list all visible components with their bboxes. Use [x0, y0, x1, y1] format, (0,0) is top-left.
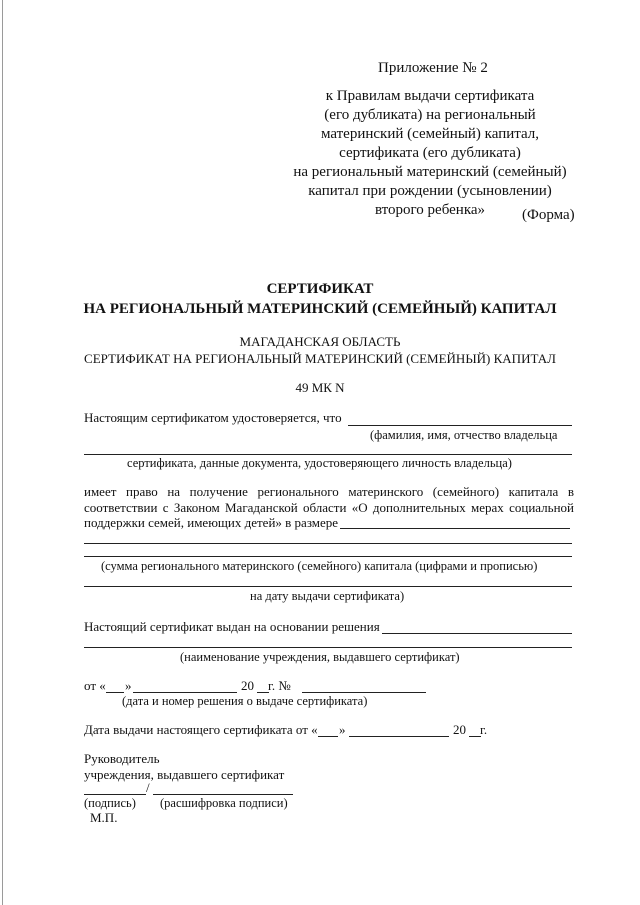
decision-year-prefix: 20 — [241, 678, 254, 693]
appendix-line: материнский (семейный) капитал, — [320, 126, 540, 142]
decoding-hint: (расшифровка подписи) — [160, 796, 288, 810]
institution-field[interactable] — [84, 647, 572, 648]
region-name: МАГАДАНСКАЯ ОБЛАСТЬ — [239, 334, 401, 349]
appendix-number: Приложение № 2 — [378, 60, 488, 76]
decision-date-quote: » — [125, 678, 132, 693]
owner-document-field[interactable] — [84, 454, 572, 455]
appendix-line: на региональный материнский (семейный) — [293, 164, 567, 180]
decision-day-field[interactable] — [106, 692, 124, 693]
right-paragraph: имеет право на получение регионального материнского (семейного) капитала в соответствии с Законом Магаданской области «О дополнительных мерах социальной поддержки семей, имеющих детей» в размере — [84, 484, 574, 530]
amount-field-line-1[interactable] — [84, 543, 572, 544]
amount-field-inline[interactable] — [340, 528, 570, 529]
issue-date-quote: » — [339, 722, 346, 737]
issue-date-label: Дата выдачи настоящего сертификата от « — [84, 722, 318, 737]
form-label: (Форма) — [522, 207, 575, 223]
amount-field-line-2[interactable] — [84, 556, 572, 557]
decision-number-field[interactable] — [302, 692, 426, 693]
amount-hint: (сумма регионального материнского (семейного) капитала (цифрами и прописью) — [101, 559, 538, 573]
certificate-title: СЕРТИФИКАТ — [266, 281, 374, 297]
certificate-series: 49 МК N — [295, 380, 345, 395]
date-hint: на дату выдачи сертификата) — [250, 589, 405, 603]
issue-month-field[interactable] — [349, 736, 449, 737]
head-institution: учреждения, выдавшего сертификат — [84, 767, 285, 782]
certificate-title-subline: НА РЕГИОНАЛЬНЫЙ МАТЕРИНСКИЙ (СЕМЕЙНЫЙ) КАПИТАЛ — [83, 301, 557, 317]
decision-number-label: г. № — [268, 678, 291, 693]
owner-name-field[interactable] — [348, 425, 572, 426]
amount-field-line-3[interactable] — [84, 586, 572, 587]
signature-field[interactable] — [84, 794, 146, 795]
issue-day-field[interactable] — [318, 736, 338, 737]
signature-slash: / — [146, 780, 150, 795]
issue-year-prefix: 20 — [453, 722, 466, 737]
issued-basis-text: Настоящий сертификат выдан на основании решения — [84, 619, 380, 634]
owner-hint: (фамилия, имя, отчество владельца — [370, 428, 558, 442]
appendix-line: капитал при рождении (усыновлении) — [308, 183, 552, 199]
institution-hint: (наименование учреждения, выдавшего сертификат) — [180, 650, 460, 664]
signature-hint: (подпись) — [84, 796, 136, 810]
appendix-line: к Правилам выдачи сертификата — [325, 88, 535, 104]
certificate-subtitle: СЕРТИФИКАТ НА РЕГИОНАЛЬНЫЙ МАТЕРИНСКИЙ (СЕМЕЙНЫЙ) КАПИТАЛ — [84, 351, 556, 366]
stamp-place: М.П. — [90, 810, 118, 825]
appendix-reference — [290, 87, 570, 220]
decision-month-field[interactable] — [133, 692, 237, 693]
decision-field[interactable] — [382, 633, 572, 634]
appendix-line: сертификата (его дубликата) — [339, 145, 521, 161]
signature-decoding-field[interactable] — [153, 794, 293, 795]
head-title: Руководитель — [84, 751, 160, 766]
issue-year-suffix: г. — [480, 722, 488, 737]
owner-document-hint: сертификата, данные документа, удостоверяющего личность владельца) — [127, 456, 512, 470]
certifies-text: Настоящим сертификатом удостоверяется, что — [84, 410, 342, 425]
appendix-line: второго ребенка» — [374, 202, 486, 218]
decision-date-prefix: от « — [84, 678, 106, 693]
page-left-edge — [2, 0, 3, 905]
decision-hint: (дата и номер решения о выдаче сертификата) — [122, 694, 368, 708]
appendix-line: (его дубликата) на региональный — [324, 107, 536, 123]
